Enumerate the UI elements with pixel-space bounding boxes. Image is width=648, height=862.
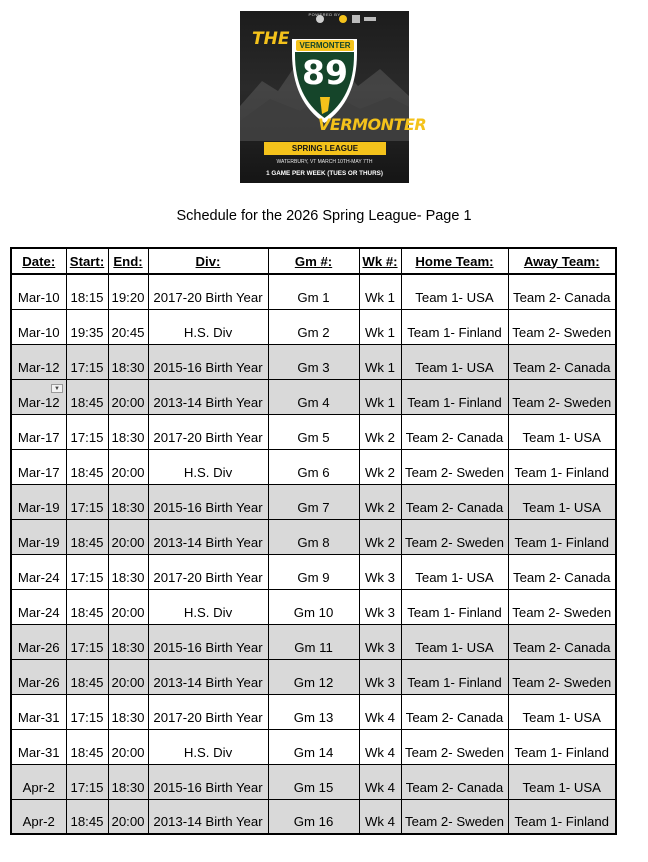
cell-division: H.S. Div [148, 729, 268, 764]
table-row [11, 309, 616, 344]
cell-away-team: Team 1- USA [508, 694, 616, 729]
cell-game-number: Gm 13 [268, 694, 359, 729]
cell-home-team: Team 2- Canada [401, 484, 508, 519]
games-per-week: 1 GAME PER WEEK (TUES OR THURS) [266, 170, 383, 177]
cell-start: 17:15 [66, 694, 108, 729]
cell-division: H.S. Div [148, 449, 268, 484]
cell-division: 2013-14 Birth Year [148, 519, 268, 554]
cell-week-number: Wk 2 [359, 484, 401, 519]
cell-end: 20:45 [108, 309, 148, 344]
cell-division: 2017-20 Birth Year [148, 414, 268, 449]
cell-start: 17:15 [66, 344, 108, 379]
cell-away-team: Team 1- Finland [508, 519, 616, 554]
cell-week-number: Wk 1 [359, 344, 401, 379]
cell-start: 18:45 [66, 659, 108, 694]
cell-week-number: Wk 2 [359, 414, 401, 449]
location-dates: WATERBURY, VT MARCH 10TH-MAY 7TH [276, 159, 373, 165]
table-row [11, 694, 616, 729]
cell-away-team: Team 1- Finland [508, 729, 616, 764]
cell-start: 18:45 [66, 519, 108, 554]
table-row [11, 659, 616, 694]
cell-away-team: Team 2- Sweden [508, 589, 616, 624]
cell-home-team: Team 1- Finland [401, 309, 508, 344]
cell-date: Mar-12 [11, 344, 66, 379]
cell-date: Mar-31 [11, 694, 66, 729]
cell-division: H.S. Div [148, 309, 268, 344]
cell-start: 17:15 [66, 554, 108, 589]
cell-home-team: Team 1- Finland [401, 589, 508, 624]
cell-end: 20:00 [108, 449, 148, 484]
cell-division: 2013-14 Birth Year [148, 799, 268, 834]
cell-game-number: Gm 7 [268, 484, 359, 519]
cell-week-number: Wk 3 [359, 554, 401, 589]
cell-game-number: Gm 11 [268, 624, 359, 659]
header-week: Wk #: [359, 248, 401, 274]
cell-date: Mar-24 [11, 589, 66, 624]
cell-home-team: Team 1- Finland [401, 379, 508, 414]
cell-division: 2017-20 Birth Year [148, 274, 268, 309]
cell-start: 18:45 [66, 589, 108, 624]
cell-game-number: Gm 5 [268, 414, 359, 449]
cell-end: 18:30 [108, 764, 148, 799]
cell-start: 19:35 [66, 309, 108, 344]
cell-start: 17:15 [66, 414, 108, 449]
cell-game-number: Gm 8 [268, 519, 359, 554]
cell-game-number: Gm 14 [268, 729, 359, 764]
poster-vermonter-word: VERMONTER [318, 115, 427, 134]
cell-game-number: Gm 9 [268, 554, 359, 589]
schedule-body [11, 274, 616, 834]
cell-start: 17:15 [66, 484, 108, 519]
header-start: Start: [66, 248, 108, 274]
cell-week-number: Wk 2 [359, 519, 401, 554]
cell-away-team: Team 1- Finland [508, 799, 616, 834]
cell-week-number: Wk 1 [359, 309, 401, 344]
table-header-row [11, 248, 616, 274]
cell-end: 20:00 [108, 589, 148, 624]
cell-date: Mar-24 [11, 554, 66, 589]
cell-date: Mar-31 [11, 729, 66, 764]
cell-game-number: Gm 10 [268, 589, 359, 624]
route-number: 89 [302, 53, 348, 92]
cell-start: 17:15 [66, 764, 108, 799]
cell-division: 2015-16 Birth Year [148, 624, 268, 659]
header-end: End: [108, 248, 148, 274]
cell-game-number: Gm 2 [268, 309, 359, 344]
cell-away-team: Team 2- Canada [508, 554, 616, 589]
cell-end: 20:00 [108, 519, 148, 554]
table-row [11, 449, 616, 484]
cell-home-team: Team 2- Sweden [401, 729, 508, 764]
header-div: Div: [148, 248, 268, 274]
table-row [11, 589, 616, 624]
header-game: Gm #: [268, 248, 359, 274]
cell-home-team: Team 1- Finland [401, 659, 508, 694]
cell-week-number: Wk 3 [359, 624, 401, 659]
cell-date: Apr-2 [11, 764, 66, 799]
cell-division: 2015-16 Birth Year [148, 764, 268, 799]
sponsors-label: POWERED BY [308, 12, 341, 17]
shield-label: VERMONTER [296, 40, 354, 51]
cell-away-team: Team 2- Sweden [508, 379, 616, 414]
cell-end: 18:30 [108, 694, 148, 729]
cell-start: 18:45 [66, 729, 108, 764]
cell-date: Mar-19 [11, 484, 66, 519]
page-title: Schedule for the 2026 Spring League- Page 1 [176, 208, 472, 224]
cell-away-team: Team 2- Canada [508, 344, 616, 379]
cell-date: Mar-10 [11, 274, 66, 309]
cell-week-number: Wk 4 [359, 729, 401, 764]
cell-date: Mar-19 [11, 519, 66, 554]
cell-week-number: Wk 3 [359, 589, 401, 624]
cell-date: Mar-26 [11, 624, 66, 659]
table-row [11, 344, 616, 379]
cell-game-number: Gm 16 [268, 799, 359, 834]
table-row [11, 554, 616, 589]
header-away-team: Away Team: [508, 248, 616, 274]
cell-end: 18:30 [108, 624, 148, 659]
table-row [11, 414, 616, 449]
spring-league-banner: SPRING LEAGUE [264, 142, 386, 155]
cell-away-team: Team 2- Canada [508, 624, 616, 659]
cell-division: H.S. Div [148, 589, 268, 624]
cell-away-team: Team 2- Sweden [508, 309, 616, 344]
league-poster [240, 11, 427, 183]
table-row [11, 624, 616, 659]
cell-away-team: Team 1- USA [508, 484, 616, 519]
cell-week-number: Wk 4 [359, 694, 401, 729]
table-row [11, 379, 616, 414]
header-date: Date: [11, 248, 66, 274]
table-row [11, 764, 616, 799]
cell-date: Apr-2 [11, 799, 66, 834]
cell-home-team: Team 2- Sweden [401, 799, 508, 834]
cell-home-team: Team 2- Sweden [401, 519, 508, 554]
cell-game-number: Gm 6 [268, 449, 359, 484]
cell-away-team: Team 2- Sweden [508, 659, 616, 694]
cell-date: Mar-26 [11, 659, 66, 694]
cell-game-number: Gm 12 [268, 659, 359, 694]
cell-home-team: Team 2- Canada [401, 414, 508, 449]
cell-division: 2017-20 Birth Year [148, 554, 268, 589]
cell-week-number: Wk 1 [359, 274, 401, 309]
cell-end: 18:30 [108, 344, 148, 379]
cell-away-team: Team 1- Finland [508, 449, 616, 484]
table-row [11, 519, 616, 554]
cell-end: 18:30 [108, 414, 148, 449]
cell-game-number: Gm 4 [268, 379, 359, 414]
cell-game-number: Gm 3 [268, 344, 359, 379]
cell-end: 19:20 [108, 274, 148, 309]
cell-end: 18:30 [108, 484, 148, 519]
cell-end: 20:00 [108, 379, 148, 414]
cell-date: Mar-17 [11, 414, 66, 449]
cell-home-team: Team 1- USA [401, 344, 508, 379]
cell-end: 20:00 [108, 799, 148, 834]
cell-date: Mar-10 [11, 309, 66, 344]
cell-start: 18:45 [66, 449, 108, 484]
schedule-table [10, 247, 617, 835]
cell-division: 2013-14 Birth Year [148, 379, 268, 414]
cell-start: 17:15 [66, 624, 108, 659]
cell-week-number: Wk 2 [359, 449, 401, 484]
cell-division: 2015-16 Birth Year [148, 484, 268, 519]
cell-date: Mar-12 [11, 379, 66, 414]
cell-home-team: Team 1- USA [401, 554, 508, 589]
cell-home-team: Team 1- USA [401, 274, 508, 309]
table-row [11, 274, 616, 309]
table-row [11, 729, 616, 764]
cell-start: 18:45 [66, 379, 108, 414]
dropdown-arrow-icon[interactable]: ▼ [51, 384, 63, 393]
table-row [11, 799, 616, 834]
cell-end: 18:30 [108, 554, 148, 589]
cell-week-number: Wk 4 [359, 764, 401, 799]
cell-week-number: Wk 4 [359, 799, 401, 834]
header-home-team: Home Team: [401, 248, 508, 274]
poster-the-word: THE [252, 29, 290, 49]
cell-division: 2013-14 Birth Year [148, 659, 268, 694]
cell-home-team: Team 2- Canada [401, 764, 508, 799]
cell-end: 20:00 [108, 729, 148, 764]
cell-division: 2015-16 Birth Year [148, 344, 268, 379]
cell-away-team: Team 1- USA [508, 414, 616, 449]
cell-home-team: Team 2- Canada [401, 694, 508, 729]
cell-end: 20:00 [108, 659, 148, 694]
table-row [11, 484, 616, 519]
cell-week-number: Wk 3 [359, 659, 401, 694]
cell-week-number: Wk 1 [359, 379, 401, 414]
cell-home-team: Team 1- USA [401, 624, 508, 659]
cell-game-number: Gm 15 [268, 764, 359, 799]
cell-game-number: Gm 1 [268, 274, 359, 309]
cell-division: 2017-20 Birth Year [148, 694, 268, 729]
cell-away-team: Team 2- Canada [508, 274, 616, 309]
cell-date: Mar-17 [11, 449, 66, 484]
cell-home-team: Team 2- Sweden [401, 449, 508, 484]
cell-start: 18:45 [66, 799, 108, 834]
cell-start: 18:15 [66, 274, 108, 309]
cell-away-team: Team 1- USA [508, 764, 616, 799]
